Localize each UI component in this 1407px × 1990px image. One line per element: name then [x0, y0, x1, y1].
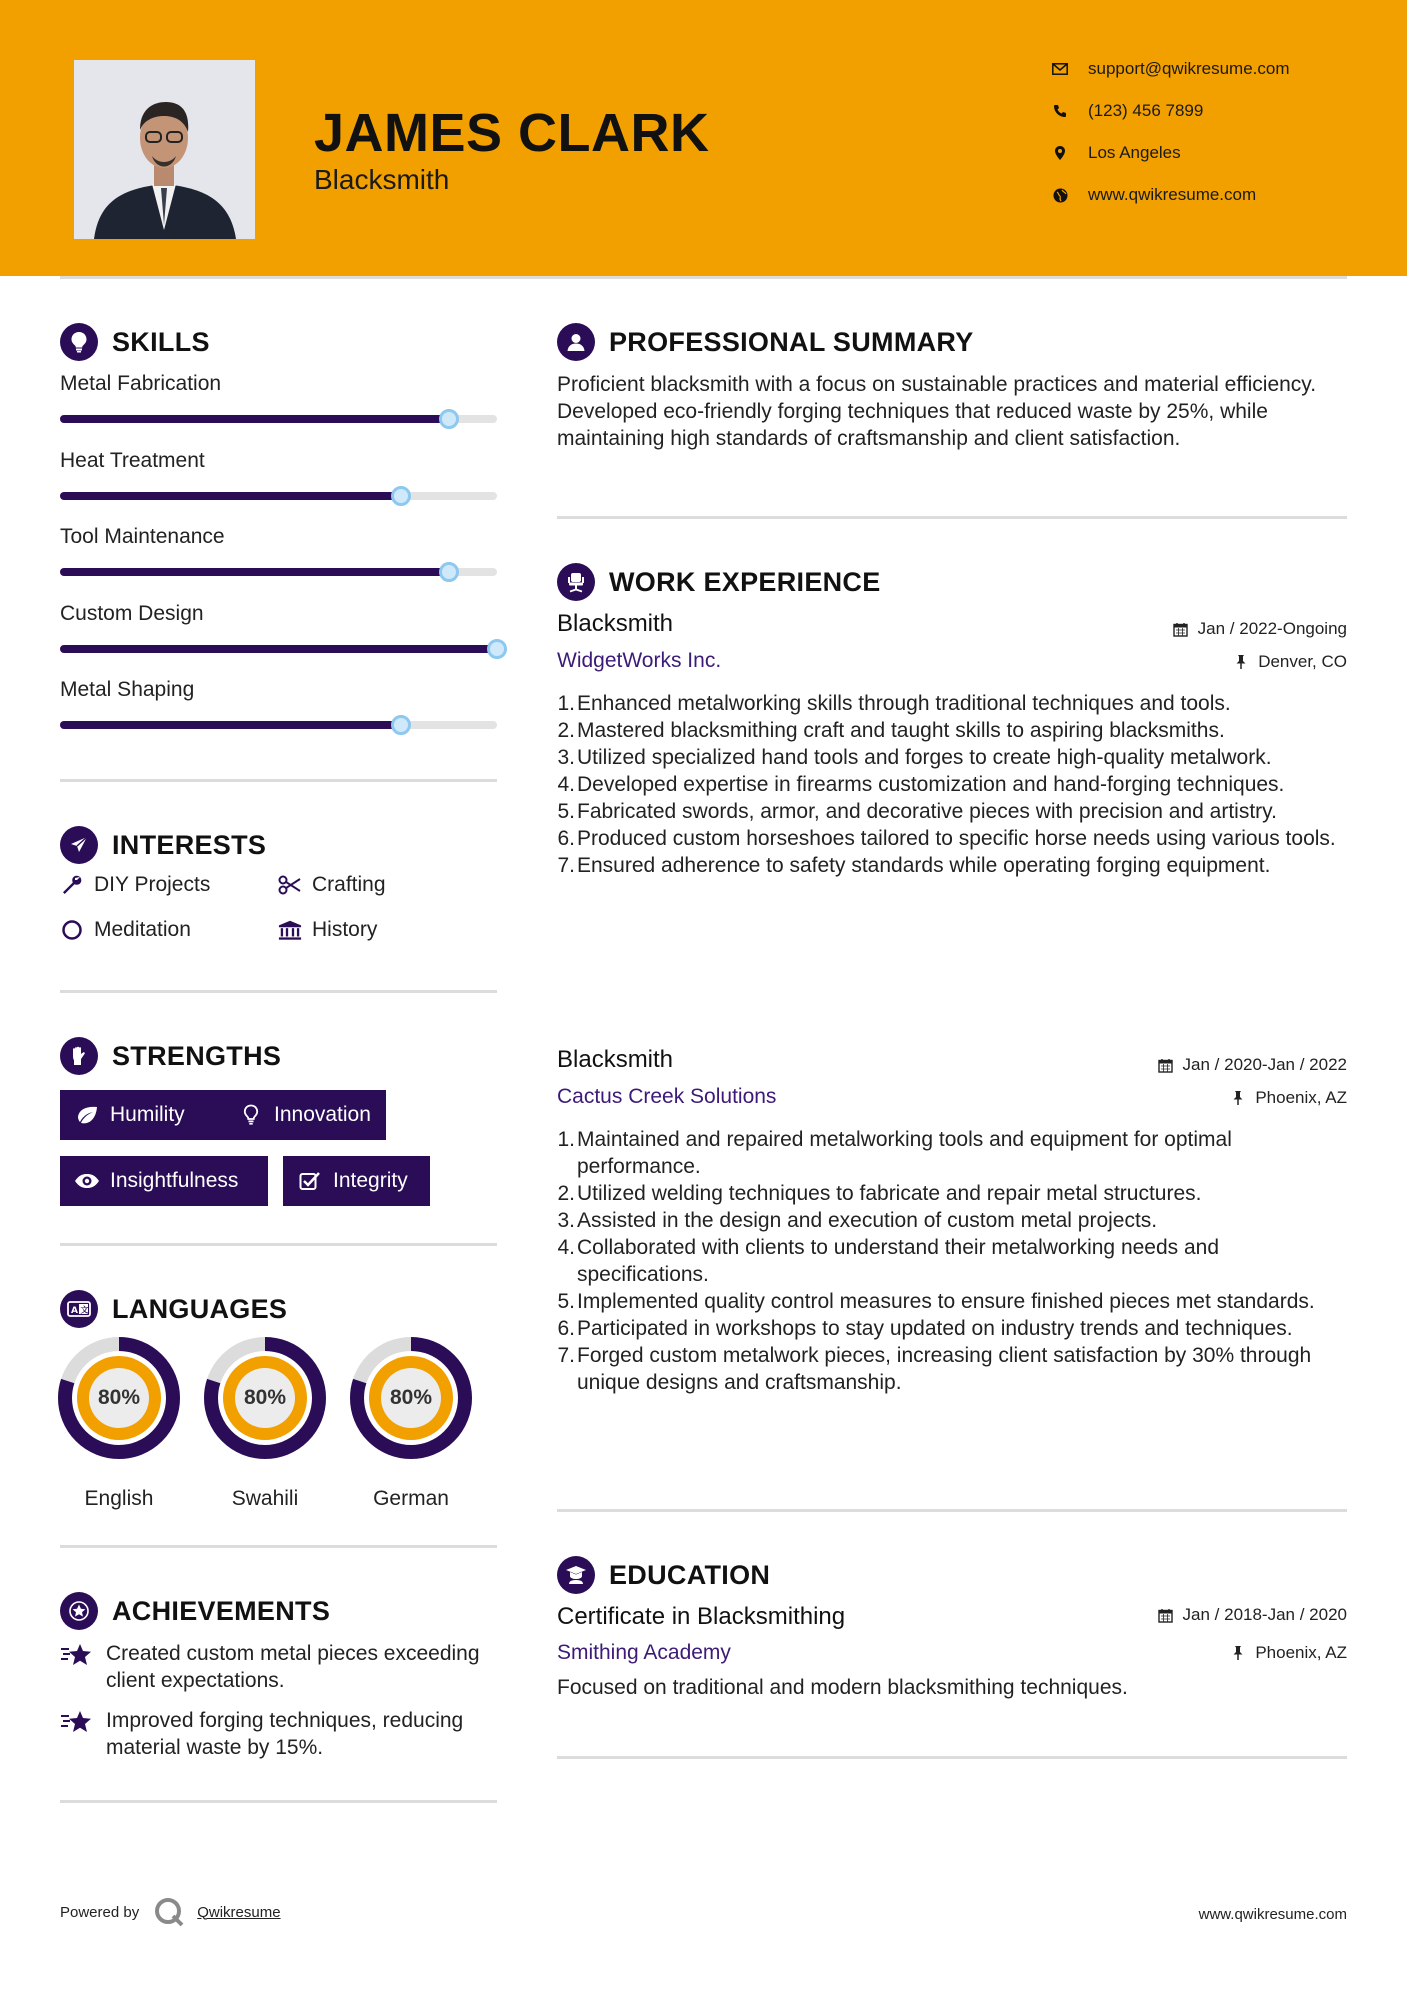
- experience-divider: [557, 1509, 1347, 1512]
- bullet-text: Maintained and repaired metalworking tools and equipment for optimal performance.: [577, 1128, 1232, 1178]
- skill-bar-knob: [487, 639, 507, 659]
- job-location-text: Denver, CO: [1258, 652, 1347, 671]
- job-bullet: [557, 1342, 1347, 1396]
- scissors-icon: [278, 873, 302, 897]
- bullet-text: Mastered blacksmithing craft and taught skills to aspiring blacksmiths.: [577, 719, 1225, 742]
- skill-name: Heat Treatment: [60, 448, 205, 472]
- svg-text:A: A: [71, 1306, 78, 1316]
- bullet-number: 2.: [557, 1182, 575, 1205]
- language-percent: 80%: [97, 1386, 141, 1409]
- job-dates-text: Jan / 2020-Jan / 2022: [1182, 1055, 1347, 1074]
- language-percent: 80%: [243, 1386, 287, 1409]
- achievements-heading: [60, 1592, 330, 1630]
- skill-bar-fill: [60, 492, 401, 500]
- contact-website-text: www.qwikresume.com: [1088, 185, 1257, 204]
- language-name: Swahili: [231, 1487, 299, 1510]
- shooting-star-icon: [60, 1707, 94, 1737]
- skill-bar-knob: [391, 486, 411, 506]
- job-bullet: [557, 798, 1347, 825]
- job-bullets: [557, 1126, 1347, 1396]
- school-name: Smithing Academy: [557, 1641, 731, 1664]
- job-title: Blacksmith: [557, 1046, 674, 1073]
- summary-text: Proficient blacksmith with a focus on sustainable practices and material efficiency. Developed eco-friendly forging techniques that reduced waste by 25%, while maintaining high standards of craftsmanship and client satisfaction.: [557, 373, 1317, 450]
- skills-heading: [60, 323, 210, 361]
- achievement-text: Improved forging techniques, reducing material waste by 15%.: [106, 1709, 464, 1759]
- job-bullet: [557, 1126, 1347, 1180]
- job-bullet: [557, 717, 1347, 744]
- interest-label: DIY Projects: [94, 873, 211, 896]
- job-bullet: [557, 771, 1347, 798]
- shooting-star-icon: [60, 1640, 94, 1670]
- bullet-text: Fabricated swords, armor, and decorative pieces with precision and artistry.: [577, 800, 1277, 823]
- interest-crafting: [278, 873, 386, 897]
- calendar-icon: [1157, 1056, 1175, 1074]
- skill-bar-knob: [391, 715, 411, 735]
- skill-bar-fill: [60, 721, 401, 729]
- envelope-icon: [1050, 59, 1070, 79]
- job-location: [1229, 1088, 1347, 1108]
- job-bullet: [557, 1207, 1347, 1234]
- bullet-number: 5.: [557, 800, 575, 823]
- bullet-number: 7.: [557, 1344, 575, 1367]
- language-item: [58, 1337, 180, 1510]
- pushpin-icon: [1229, 1644, 1247, 1662]
- circle-icon: [60, 918, 84, 942]
- education-divider: [557, 1756, 1347, 1759]
- job-bullet: [557, 1180, 1347, 1207]
- job-bullet: [557, 1288, 1347, 1315]
- paper-plane-icon: [60, 826, 98, 864]
- skill-bar: [60, 568, 497, 576]
- languages-divider: [60, 1545, 497, 1548]
- bullet-text: Collaborated with clients to understand their metalworking needs and specifications.: [577, 1236, 1220, 1286]
- powered-by-text: Powered by: [60, 1903, 140, 1921]
- strength-integrity: [283, 1156, 430, 1206]
- contact-phone-text: (123) 456 7899: [1088, 101, 1204, 120]
- bullet-text: Assisted in the design and execution of custom metal projects.: [577, 1209, 1158, 1232]
- strength-humility: [60, 1090, 224, 1140]
- header-divider: [60, 276, 1347, 279]
- achievements-divider: [60, 1800, 497, 1803]
- contact-location-text: Los Angeles: [1088, 143, 1181, 162]
- fist-icon: [60, 1037, 98, 1075]
- contact-email[interactable]: [1050, 57, 1380, 81]
- experience-heading: [557, 563, 881, 601]
- strength-label: Innovation: [274, 1103, 371, 1126]
- education-degree: Certificate in Blacksmithing: [557, 1603, 846, 1630]
- strength-label: Insightfulness: [110, 1169, 239, 1192]
- bullet-text: Enhanced metalworking skills through traditional techniques and tools.: [577, 692, 1231, 715]
- education-location: [1229, 1643, 1347, 1663]
- bullet-text: Forged custom metalwork pieces, increasing client satisfaction by 30% through unique designs and craftsmanship.: [577, 1344, 1312, 1394]
- strengths-heading-label: STRENGTHS: [112, 1040, 282, 1071]
- achievement-item: [60, 1707, 500, 1761]
- wrench-icon: [60, 873, 84, 897]
- check-square-icon: [297, 1170, 323, 1192]
- eye-icon: [74, 1170, 100, 1192]
- bullet-text: Utilized specialized hand tools and forges to create high-quality metalwork.: [577, 746, 1272, 769]
- summary-heading: [557, 323, 974, 361]
- bullet-number: 4.: [557, 773, 575, 796]
- calendar-icon: [1172, 620, 1190, 638]
- candidate-name: JAMES CLARK: [314, 103, 710, 163]
- summary-divider: [557, 516, 1347, 519]
- strength-innovation: [224, 1090, 386, 1140]
- interests-heading: [60, 826, 266, 864]
- candidate-role: Blacksmith: [314, 164, 450, 195]
- skill-bar: [60, 415, 497, 423]
- qwikresume-logo-icon: [153, 1896, 185, 1928]
- achievement-text: Created custom metal pieces exceeding client expectations.: [106, 1642, 480, 1692]
- language-percent: 80%: [389, 1386, 433, 1409]
- language-item: [204, 1337, 326, 1510]
- language-icon: [60, 1290, 98, 1328]
- bullet-number: 1.: [557, 692, 575, 715]
- user-icon: [557, 323, 595, 361]
- achievements-heading-label: ACHIEVEMENTS: [112, 1595, 331, 1626]
- phone-icon: [1050, 101, 1070, 121]
- contact-website[interactable]: [1050, 183, 1380, 207]
- experience-heading-label: WORK EXPERIENCE: [609, 566, 881, 597]
- languages-heading: [60, 1290, 287, 1328]
- office-chair-icon: [557, 563, 595, 601]
- achievement-item: [60, 1640, 500, 1694]
- skill-bar-knob: [439, 562, 459, 582]
- language-item: [350, 1337, 472, 1510]
- interest-label: Meditation: [94, 918, 191, 941]
- languages-heading-label: LANGUAGES: [112, 1293, 288, 1324]
- job-bullet: [557, 690, 1347, 717]
- bullet-text: Participated in workshops to stay updated on industry trends and techniques.: [577, 1317, 1293, 1340]
- header-banner: [0, 0, 1407, 276]
- interest-label: Crafting: [312, 873, 386, 896]
- job-location: [1232, 652, 1347, 672]
- job-title: Blacksmith: [557, 610, 674, 637]
- skills-divider: [60, 779, 497, 782]
- strength-label: Humility: [110, 1103, 185, 1126]
- skill-name: Tool Maintenance: [60, 525, 225, 548]
- strengths-divider: [60, 1243, 497, 1246]
- interests-heading-label: INTERESTS: [112, 829, 267, 860]
- bullet-number: 4.: [557, 1236, 575, 1259]
- strengths-heading: [60, 1037, 281, 1075]
- bullet-number: 3.: [557, 746, 575, 769]
- graduate-icon: [557, 1556, 595, 1594]
- bullet-number: 6.: [557, 1317, 575, 1340]
- job-bullets: [557, 690, 1347, 879]
- interest-label: History: [312, 918, 378, 941]
- bullet-number: 6.: [557, 827, 575, 850]
- pushpin-icon: [1232, 653, 1250, 671]
- skill-bar-knob: [439, 409, 459, 429]
- education-description: Focused on traditional and modern blacksmithing techniques.: [557, 1676, 1128, 1699]
- education-heading-label: EDUCATION: [609, 1559, 771, 1590]
- education-dates-text: Jan / 2018-Jan / 2020: [1182, 1605, 1347, 1624]
- job-location-text: Phoenix, AZ: [1255, 1088, 1347, 1107]
- company-name: WidgetWorks Inc.: [557, 649, 722, 672]
- contact-phone[interactable]: [1050, 99, 1380, 123]
- language-name: German: [373, 1487, 449, 1510]
- interests-divider: [60, 990, 497, 993]
- job-dates-text: Jan / 2022-Ongoing: [1197, 619, 1347, 638]
- skill-name: Metal Fabrication: [60, 372, 222, 395]
- svg-text:文: 文: [80, 1305, 89, 1315]
- bullet-text: Developed expertise in firearms customization and hand-forging techniques.: [577, 773, 1285, 796]
- contact-email-text: support@qwikresume.com: [1088, 59, 1290, 78]
- bullet-text: Ensured adherence to safety standards while operating forging equipment.: [577, 854, 1271, 877]
- job-bullet: [557, 1234, 1347, 1288]
- qwikresume-link[interactable]: Qwikresume: [197, 1903, 281, 1921]
- job-bullet: [557, 1315, 1347, 1342]
- skill-bar: [60, 492, 497, 500]
- strength-label: Integrity: [333, 1169, 408, 1192]
- job-dates: [1157, 1055, 1347, 1075]
- interest-history: [278, 918, 377, 942]
- bullet-number: 2.: [557, 719, 575, 742]
- skill-bar-fill: [60, 415, 449, 423]
- skills-heading-label: SKILLS: [112, 326, 210, 357]
- footer-url[interactable]: www.qwikresume.com: [1198, 1906, 1347, 1923]
- language-name: English: [84, 1487, 154, 1510]
- skill-bar-fill: [60, 645, 497, 653]
- summary-heading-label: PROFESSIONAL SUMMARY: [609, 326, 974, 357]
- education-dates: [1157, 1605, 1347, 1625]
- skill-bar-fill: [60, 568, 449, 576]
- bullet-number: 5.: [557, 1290, 575, 1313]
- education-heading: [557, 1556, 770, 1594]
- location-pin-icon: [1050, 143, 1070, 163]
- pushpin-icon: [1229, 1089, 1247, 1107]
- interest-meditation: [60, 918, 191, 942]
- lightbulb-icon: [238, 1104, 264, 1126]
- bullet-number: 3.: [557, 1209, 575, 1232]
- company-name: Cactus Creek Solutions: [557, 1085, 777, 1108]
- bullet-text: Utilized welding techniques to fabricate and repair metal structures.: [577, 1182, 1202, 1205]
- skill-name: Metal Shaping: [60, 678, 195, 701]
- lightbulb-icon: [60, 323, 98, 361]
- job-bullet: [557, 825, 1347, 852]
- job-bullet: [557, 744, 1347, 771]
- globe-icon: [1050, 185, 1070, 205]
- leaf-icon: [74, 1104, 100, 1126]
- bank-icon: [278, 918, 302, 942]
- strength-insightfulness: [60, 1156, 268, 1206]
- footer-powered-by: [60, 1896, 281, 1928]
- bullet-number: 7.: [557, 854, 575, 877]
- skill-bar: [60, 645, 497, 653]
- skill-bar: [60, 721, 497, 729]
- bullet-text: Implemented quality control measures to ensure finished pieces met standards.: [577, 1290, 1315, 1313]
- calendar-icon: [1157, 1606, 1175, 1624]
- job-bullet: [557, 852, 1347, 879]
- bullet-number: 1.: [557, 1128, 575, 1151]
- education-location-text: Phoenix, AZ: [1255, 1643, 1347, 1662]
- contact-location: [1050, 141, 1380, 165]
- interest-diy-projects: [60, 873, 210, 897]
- profile-photo: [74, 60, 255, 239]
- star-badge-icon: [60, 1592, 98, 1630]
- job-dates: [1172, 619, 1347, 639]
- bullet-text: Produced custom horseshoes tailored to specific horse needs using various tools.: [577, 827, 1336, 850]
- skill-name: Custom Design: [60, 601, 204, 625]
